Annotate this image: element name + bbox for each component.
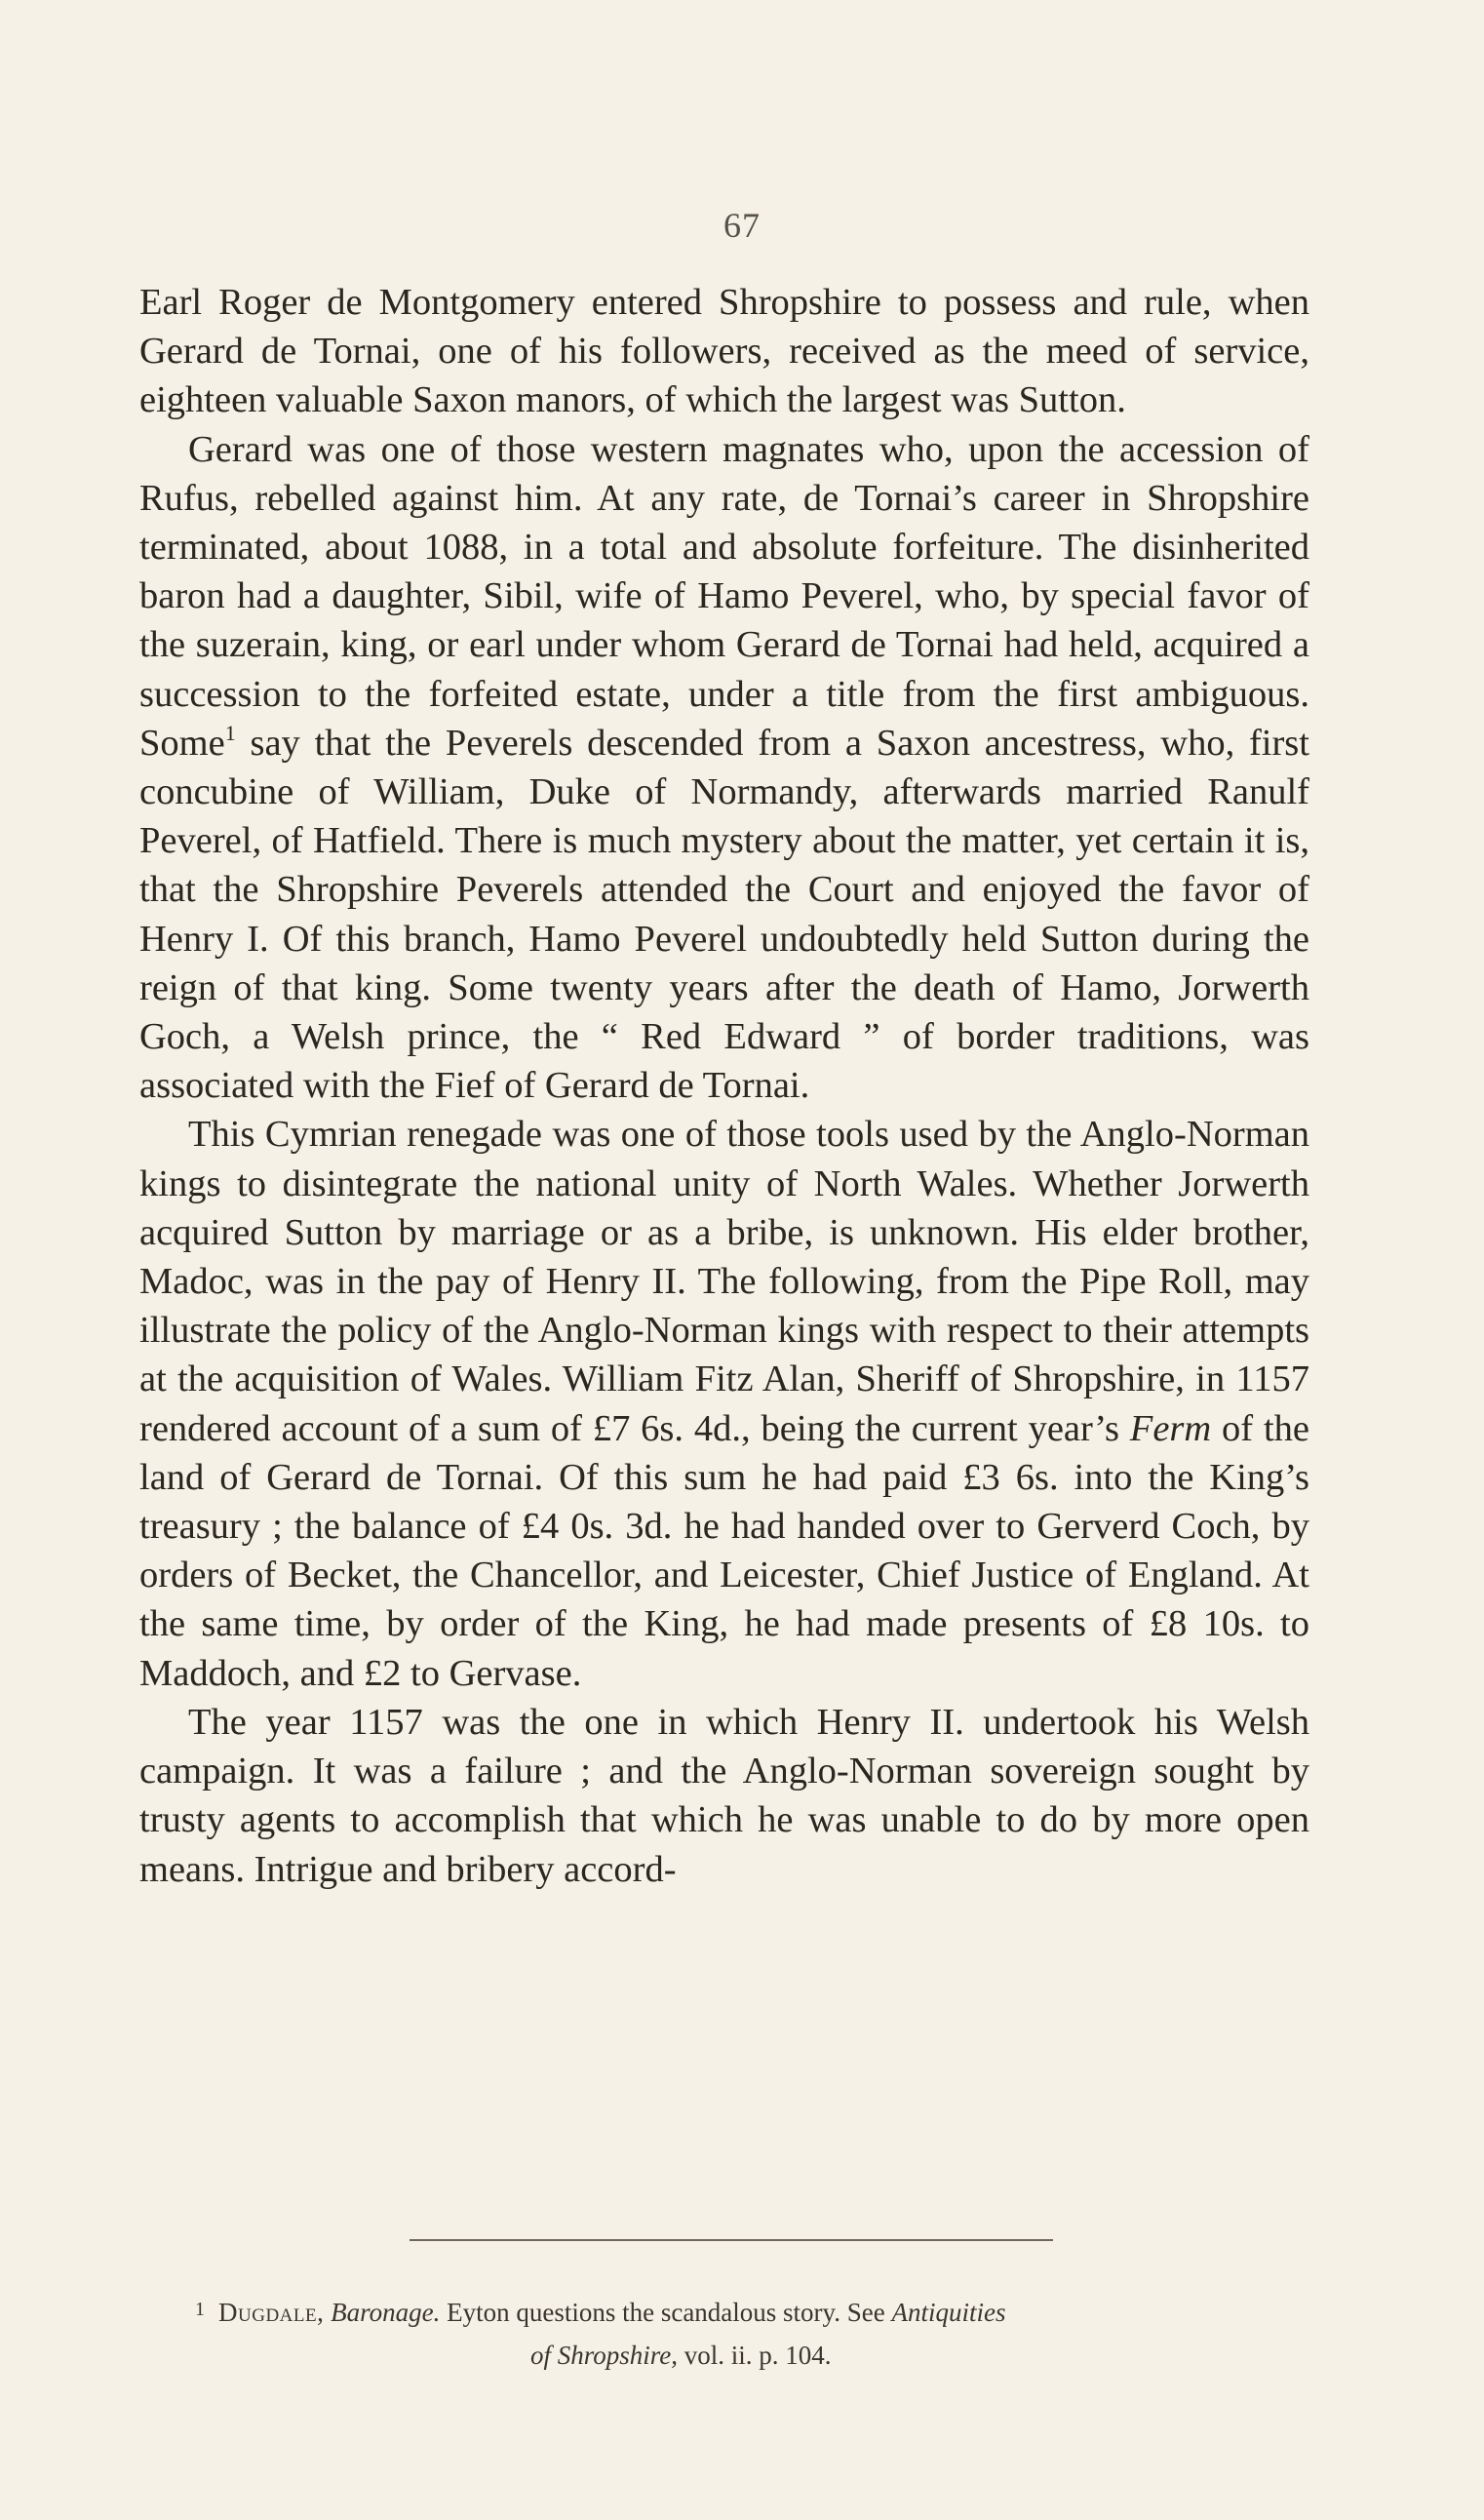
footnote-text: Eyton questions the scandalous story. See (440, 2298, 892, 2327)
paragraph (139, 278, 1309, 425)
paragraph-text: This Cymrian renegade was one of those tools used by the Anglo-Norman kings to disintegrate the national unity of North Wales. Whether Jorwerth acquired Sutton by marriage or as a bribe, is unknown. His elder brother, Madoc, was in the pay of Henry II. The following, from the Pipe Roll, may illustrate the policy of the Anglo-Norman kings with respect to their attempts at the acquisition of Wales. William Fitz Alan, Sheriff of Shropshire, in 1157 rendered account of a sum of £7 6s. 4d., being the current year’s (139, 1114, 1309, 1449)
footnote-continuation (195, 2334, 1326, 2377)
footnote-1 (176, 2288, 1326, 2377)
paragraph (139, 1698, 1309, 1894)
footnote-ref-work-b: of Shropshire, (530, 2341, 679, 2370)
emphasis-text: Ferm (1129, 1407, 1212, 1449)
paragraph-text: The year 1157 was the one in which Henry II. undertook his Welsh campaign. It was a failure ; and the Anglo-Norman sovereign sought by trusty agents to accomplish that which he was unable to do by more open means. Intrigue and bribery accord- (139, 1701, 1309, 1890)
paragraph (139, 1110, 1309, 1697)
paragraph-text: Earl Roger de Montgomery entered Shropshire to possess and rule, when Gerard de Tornai, one of his followers, received as the meed of service, eighteen valuable Saxon manors, of which the largest was Sutton. (139, 282, 1309, 421)
page-number: 67 (723, 206, 761, 245)
main-text (139, 278, 1309, 1894)
footnote-reference: 1 (224, 720, 236, 745)
paragraph (139, 425, 1309, 1111)
footnote-marker: 1 (195, 2299, 205, 2320)
footnote-divider (410, 2239, 1053, 2241)
footnotes (176, 2288, 1326, 2377)
paragraph-text: of the land of Gerard de Tornai. Of this sum he had paid £3 6s. into the King’s treasury ; the balance of £4 0s. 3d. he had handed over to Gerverd Coch, by orders of Becket, the Chancellor, and Leicester, Chief Justice of England. At the same time, by order of the King, he had made presents of £8 10s. to Maddoch, and £2 to Gervase. (139, 1407, 1309, 1694)
footnote-ref-tail: vol. ii. p. 104. (678, 2341, 832, 2370)
footnote-work: Baronage. (331, 2298, 441, 2327)
footnote-author: Dugdale, (218, 2298, 325, 2327)
paragraph-text: Gerard was one of those western magnates who, upon the accession of Rufus, rebelled against him. At any rate, de Tornai’s career in Shropshire terminated, about 1088, in a total and absolute forfeiture. The disinherited baron had a daughter, Sibil, wife of Hamo Peverel, who, by special favor of the suzerain, king, or earl under whom Gerard de Tornai had held, acquired a succession to the forfeited estate, under a title from the first ambiguous. Some (139, 428, 1309, 764)
footnote-ref-work-a: Antiquities (891, 2298, 1006, 2327)
paragraph-text: say that the Peverels descended from a Saxon ancestress, who, first concubine of William, Duke of Normandy, afterwards married Ranulf Peverel, of Hatfield. There is much mystery about the matter, yet certain it is, that the Shropshire Peverels attended the Court and enjoyed the favor of Henry I. Of this branch, Hamo Peverel undoubtedly held Sutton during the reign of that king. Some twenty years after the death of Hamo, Jorwerth Goch, a Welsh prince, the “ Red Edward ” of border traditions, was associated with the Fief of Gerard de Tornai. (139, 722, 1309, 1107)
